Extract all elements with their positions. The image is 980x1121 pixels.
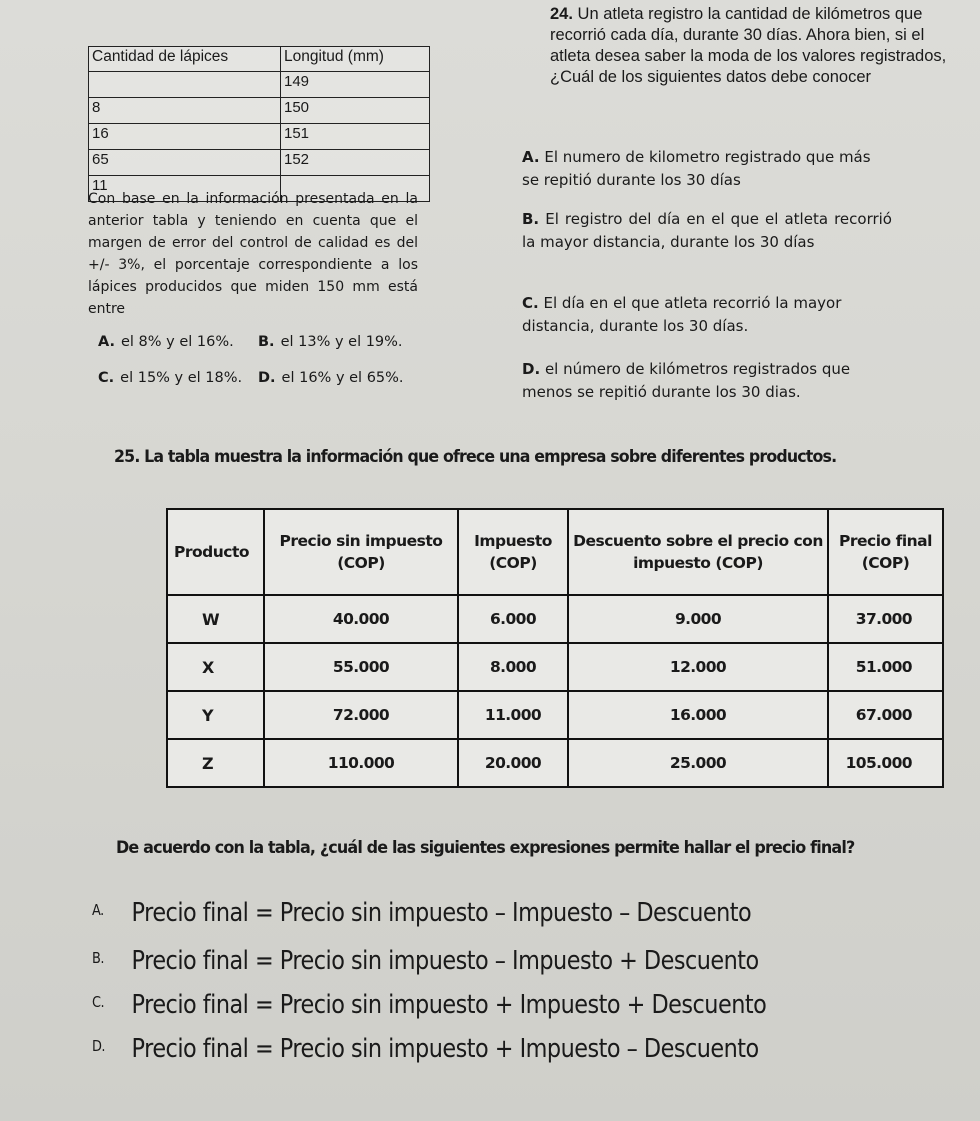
table-cell: 37.000 <box>828 595 943 643</box>
table-cell: 72.000 <box>264 691 458 739</box>
table-cell: X <box>167 643 264 691</box>
table-cell: 16.000 <box>568 691 828 739</box>
q24-option-c[interactable] <box>522 292 892 338</box>
q25-option-b[interactable] <box>92 946 832 976</box>
table-row <box>89 72 430 98</box>
option-text: Precio final = Precio sin impuesto – Impuesto + Descuento <box>131 946 759 976</box>
products-table <box>166 508 944 788</box>
option-letter: C. <box>522 294 539 312</box>
header-cantidad: Cantidad de lápices <box>89 47 281 72</box>
option-letter: A. <box>522 148 540 166</box>
option-text: Precio final = Precio sin impuesto – Impuesto – Descuento <box>131 898 752 928</box>
option-text: El día en el que atleta recorrió la mayor distancia, durante los 30 días. <box>522 294 842 335</box>
question-25-prompt: De acuerdo con la tabla, ¿cuál de las siguientes expresiones permite hallar el precio final? <box>116 838 855 858</box>
pencil-length-table <box>88 46 430 202</box>
table-cell: Y <box>167 691 264 739</box>
q24-option-a[interactable] <box>522 146 892 192</box>
table-cell <box>89 72 281 98</box>
header-precio-final: Precio final (COP) <box>828 509 943 595</box>
header-descuento: Descuento sobre el precio con impuesto (COP) <box>568 509 828 595</box>
q24-option-b[interactable] <box>522 208 892 254</box>
table-header-row <box>167 509 943 595</box>
table-cell: 105.000 <box>828 739 943 787</box>
table-row <box>89 98 430 124</box>
header-impuesto: Impuesto (COP) <box>458 509 568 595</box>
option-text: el 13% y el 19%. <box>280 334 403 350</box>
option-text: Precio final = Precio sin impuesto + Impuesto – Descuento <box>131 1034 759 1064</box>
pencil-option-d[interactable] <box>258 370 404 386</box>
table-cell: 11 <box>89 176 281 202</box>
option-text: el 16% y el 65%. <box>281 370 404 386</box>
table-cell: 67.000 <box>828 691 943 739</box>
pencil-question-text: Con base en la información presentada en la anterior tabla y teniendo en cuenta que el margen de error del control de calidad es del +/- 3%, el porcentaje correspondiente a los lápices producidos que miden 150 mm está entre <box>88 191 418 317</box>
table-cell: 6.000 <box>458 595 568 643</box>
option-letter: D. <box>258 370 276 386</box>
q25-option-a[interactable] <box>92 898 832 928</box>
table-cell: 149 <box>281 72 430 98</box>
table-cell: 51.000 <box>828 643 943 691</box>
q24-option-d[interactable] <box>522 358 892 404</box>
pencil-option-c[interactable] <box>98 370 242 386</box>
table-cell: 40.000 <box>264 595 458 643</box>
table-row <box>167 643 943 691</box>
table-cell: 25.000 <box>568 739 828 787</box>
table-row <box>167 595 943 643</box>
question-25-stem: 25. La tabla muestra la información que ofrece una empresa sobre diferentes productos. <box>114 447 837 467</box>
table-cell: 151 <box>281 124 430 150</box>
header-longitud: Longitud (mm) <box>281 47 430 72</box>
option-letter: B. <box>258 334 275 350</box>
table-cell: 11.000 <box>458 691 568 739</box>
option-text: El registro del día en el que el atleta recorrió la mayor distancia, durante los 30 días <box>522 210 892 251</box>
option-text: el número de kilómetros registrados que menos se repitió durante los 30 dias. <box>522 360 851 401</box>
pencil-option-a[interactable] <box>98 334 234 350</box>
table-cell: 150 <box>281 98 430 124</box>
table-cell: 20.000 <box>458 739 568 787</box>
table-cell: 9.000 <box>568 595 828 643</box>
table-cell: 65 <box>89 150 281 176</box>
option-letter: B. <box>92 949 104 967</box>
table-cell: 8 <box>89 98 281 124</box>
table-cell: 55.000 <box>264 643 458 691</box>
table-row <box>89 124 430 150</box>
table-cell: W <box>167 595 264 643</box>
table-row <box>167 739 943 787</box>
option-letter: B. <box>522 210 540 228</box>
option-text: el 15% y el 18%. <box>120 370 243 386</box>
table-cell: 152 <box>281 150 430 176</box>
option-text: El numero de kilometro registrado que más se repitió durante los 30 días <box>522 148 871 189</box>
table-row <box>167 691 943 739</box>
q25-option-c[interactable] <box>92 990 832 1020</box>
option-letter: C. <box>92 993 105 1011</box>
option-text: Precio final = Precio sin impuesto + Impuesto + Descuento <box>131 990 767 1020</box>
question-24 <box>550 4 950 88</box>
option-letter: D. <box>522 360 541 378</box>
option-letter: A. <box>92 901 104 919</box>
question-stem: Un atleta registro la cantidad de kilómetros que recorrió cada día, durante 30 días. Ahora bien, si el atleta desea saber la moda de los valores registrados, ¿Cuál de los siguientes datos debe conocer <box>550 5 947 86</box>
table-cell: Z <box>167 739 264 787</box>
table-header-row <box>89 47 430 72</box>
table-cell: 8.000 <box>458 643 568 691</box>
question-number: 24. <box>550 5 573 23</box>
table-cell: 110.000 <box>264 739 458 787</box>
header-producto: Producto <box>167 509 264 595</box>
option-letter: D. <box>92 1037 106 1055</box>
option-letter: A. <box>98 334 115 350</box>
table-cell: 12.000 <box>568 643 828 691</box>
header-precio-sin-impuesto: Precio sin impuesto (COP) <box>264 509 458 595</box>
option-letter: C. <box>98 370 115 386</box>
table-cell: 16 <box>89 124 281 150</box>
pencil-option-b[interactable] <box>258 334 403 350</box>
table-row <box>89 150 430 176</box>
q25-option-d[interactable] <box>92 1034 832 1064</box>
option-text: el 8% y el 16%. <box>121 334 234 350</box>
